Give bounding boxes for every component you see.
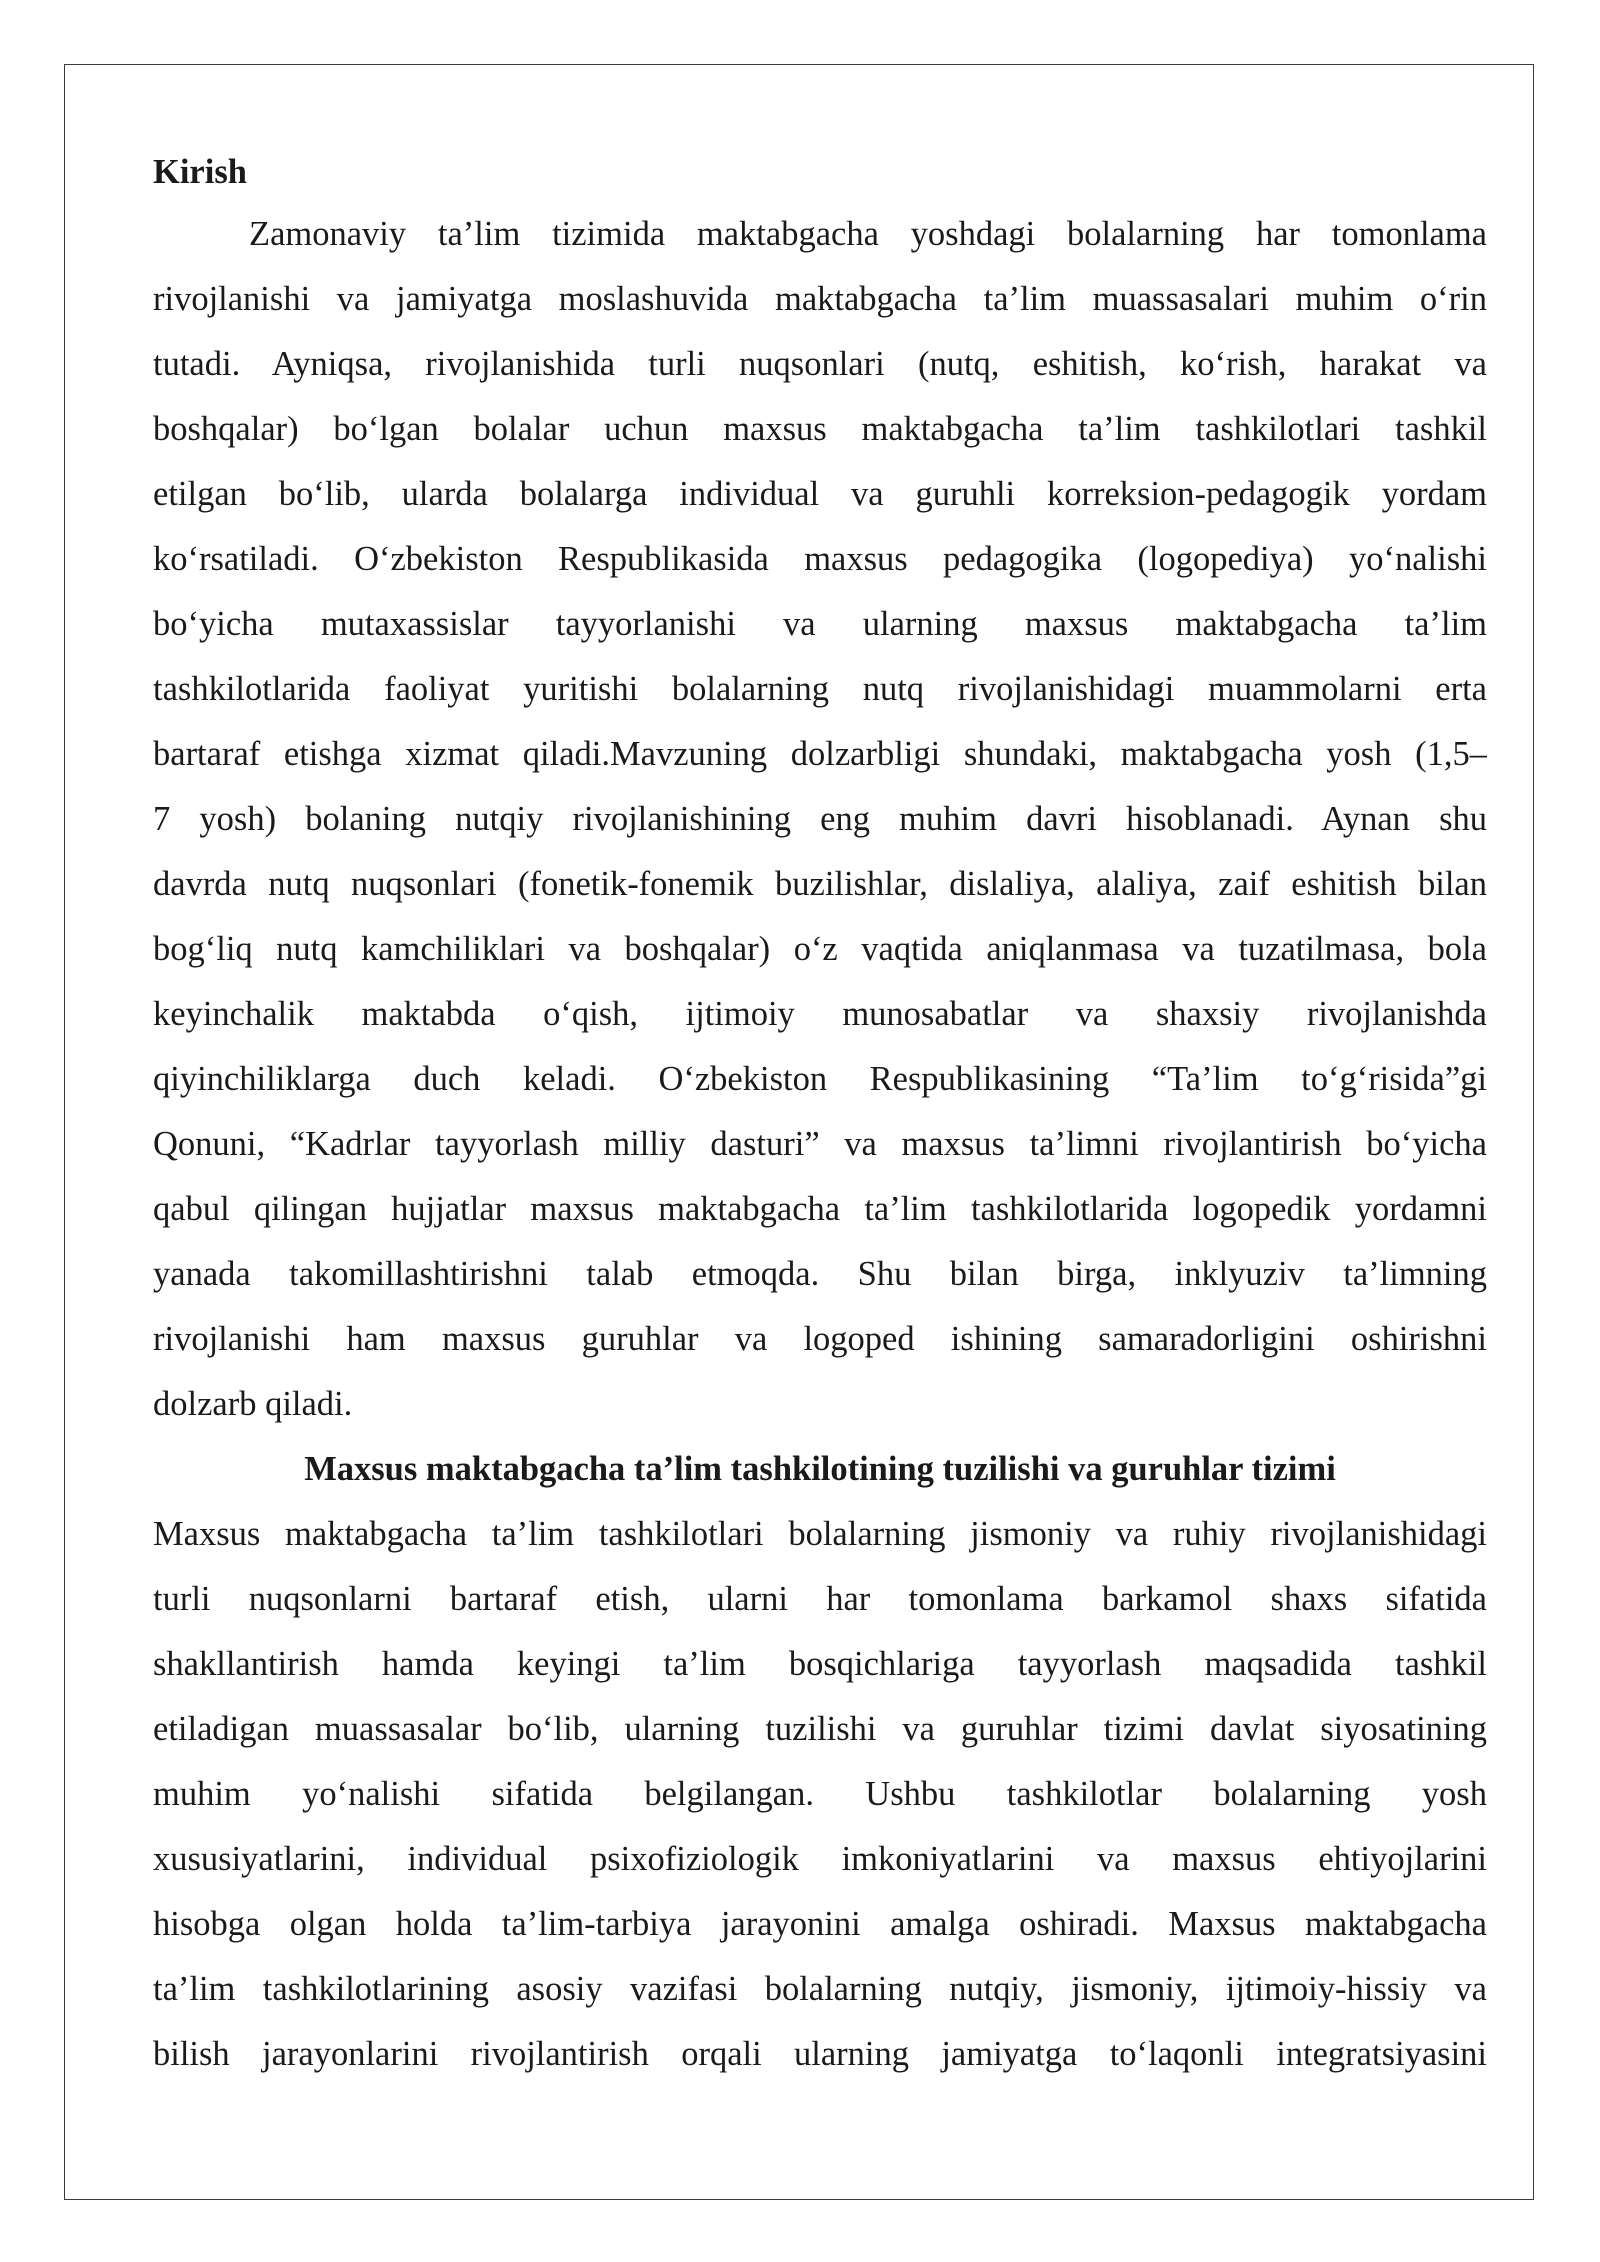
text-line: tutadi. Ayniqsa, rivojlanishida turli nuqsonlari (nutq, eshitish, ko‘rish, harakat va xyxy=(153,345,1487,383)
text-line: bilish jarayonlarini rivojlantirish orqali ularning jamiyatga to‘laqonli integratsiyasini xyxy=(153,2035,1487,2073)
text-line: bog‘liq nutq kamchiliklari va boshqalar) o‘z vaqtida aniqlanmasa va tuzatilmasa, bola xyxy=(153,930,1487,968)
intro-paragraph xyxy=(153,202,1487,1437)
text-line: qabul qilingan hujjatlar maxsus maktabgacha ta’lim tashkilotlarida logopedik yordamni xyxy=(153,1190,1487,1228)
text-line: boshqalar) bo‘lgan bolalar uchun maxsus maktabgacha ta’lim tashkilotlari tashkil xyxy=(153,410,1487,448)
document-body xyxy=(153,142,1487,2087)
text-line: muhim yo‘nalishi sifatida belgilangan. Ushbu tashkilotlar bolalarning yosh xyxy=(153,1775,1487,1813)
text-line: rivojlanishi va jamiyatga moslashuvida maktabgacha ta’lim muassasalari muhim o‘rin xyxy=(153,280,1487,318)
text-line: dolzarb qiladi. xyxy=(153,1385,353,1423)
text-line: etilgan bo‘lib, ularda bolalarga individual va guruhli korreksion-pedagogik yordam xyxy=(153,475,1487,513)
text-line: keyinchalik maktabda o‘qish, ijtimoiy munosabatlar va shaxsiy rivojlanishda xyxy=(153,995,1487,1033)
text-line: tashkilotlarida faoliyat yuritishi bolalarning nutq rivojlanishidagi muammolarni erta xyxy=(153,670,1487,708)
text-line: rivojlanishi ham maxsus guruhlar va logoped ishining samaradorligini oshirishni xyxy=(153,1320,1487,1358)
text-line: turli nuqsonlarni bartaraf etish, ularni har tomonlama barkamol shaxs sifatida xyxy=(153,1580,1487,1618)
text-line: Qonuni, “Kadrlar tayyorlash milliy dasturi” va maxsus ta’limni rivojlantirish bo‘yicha xyxy=(153,1125,1487,1163)
text-line: xususiyatlarini, individual psixofiziologik imkoniyatlarini va maxsus ehtiyojlarini xyxy=(153,1840,1487,1878)
text-line: davrda nutq nuqsonlari (fonetik-fonemik buzilishlar, dislaliya, alaliya, zaif eshitish bilan xyxy=(153,865,1487,903)
text-line: Maxsus maktabgacha ta’lim tashkilotlari bolalarning jismoniy va ruhiy rivojlanishidagi xyxy=(153,1515,1487,1553)
text-line: hisobga olgan holda ta’lim-tarbiya jarayonini amalga oshiradi. Maxsus maktabgacha xyxy=(153,1905,1487,1943)
text-line: bo‘yicha mutaxassislar tayyorlanishi va ularning maxsus maktabgacha ta’lim xyxy=(153,605,1487,643)
text-line: bartaraf etishga xizmat qiladi.Mavzuning dolzarbligi shundaki, maktabgacha yosh (1,5– xyxy=(153,735,1487,773)
text-line: yanada takomillashtirishni talab etmoqda. Shu bilan birga, inklyuziv ta’limning xyxy=(153,1255,1487,1293)
text-line: Zamonaviy ta’lim tizimida maktabgacha yoshdagi bolalarning har tomonlama xyxy=(249,215,1487,253)
text-line: etiladigan muassasalar bo‘lib, ularning tuzilishi va guruhlar tizimi davlat siyosatining xyxy=(153,1710,1487,1748)
section-heading: Maxsus maktabgacha ta’lim tashkilotining tuzilishi va guruhlar tizimi xyxy=(304,1450,1336,1488)
text-line: ko‘rsatiladi. O‘zbekiston Respublikasida maxsus pedagogika (logopediya) yo‘nalishi xyxy=(153,540,1487,578)
text-line: ta’lim tashkilotlarining asosiy vazifasi bolalarning nutqiy, jismoniy, ijtimoiy-hissiy va xyxy=(153,1970,1487,2008)
text-line: qiyinchiliklarga duch keladi. O‘zbekiston Respublikasining “Ta’lim to‘g‘risida”gi xyxy=(153,1060,1487,1098)
text-line: shakllantirish hamda keyingi ta’lim bosqichlariga tayyorlash maqsadida tashkil xyxy=(153,1645,1487,1683)
intro-heading: Kirish xyxy=(153,153,247,191)
text-line: 7 yosh) bolaning nutqiy rivojlanishining eng muhim davri hisoblanadi. Aynan shu xyxy=(153,800,1487,838)
section-paragraph xyxy=(153,1502,1487,2087)
